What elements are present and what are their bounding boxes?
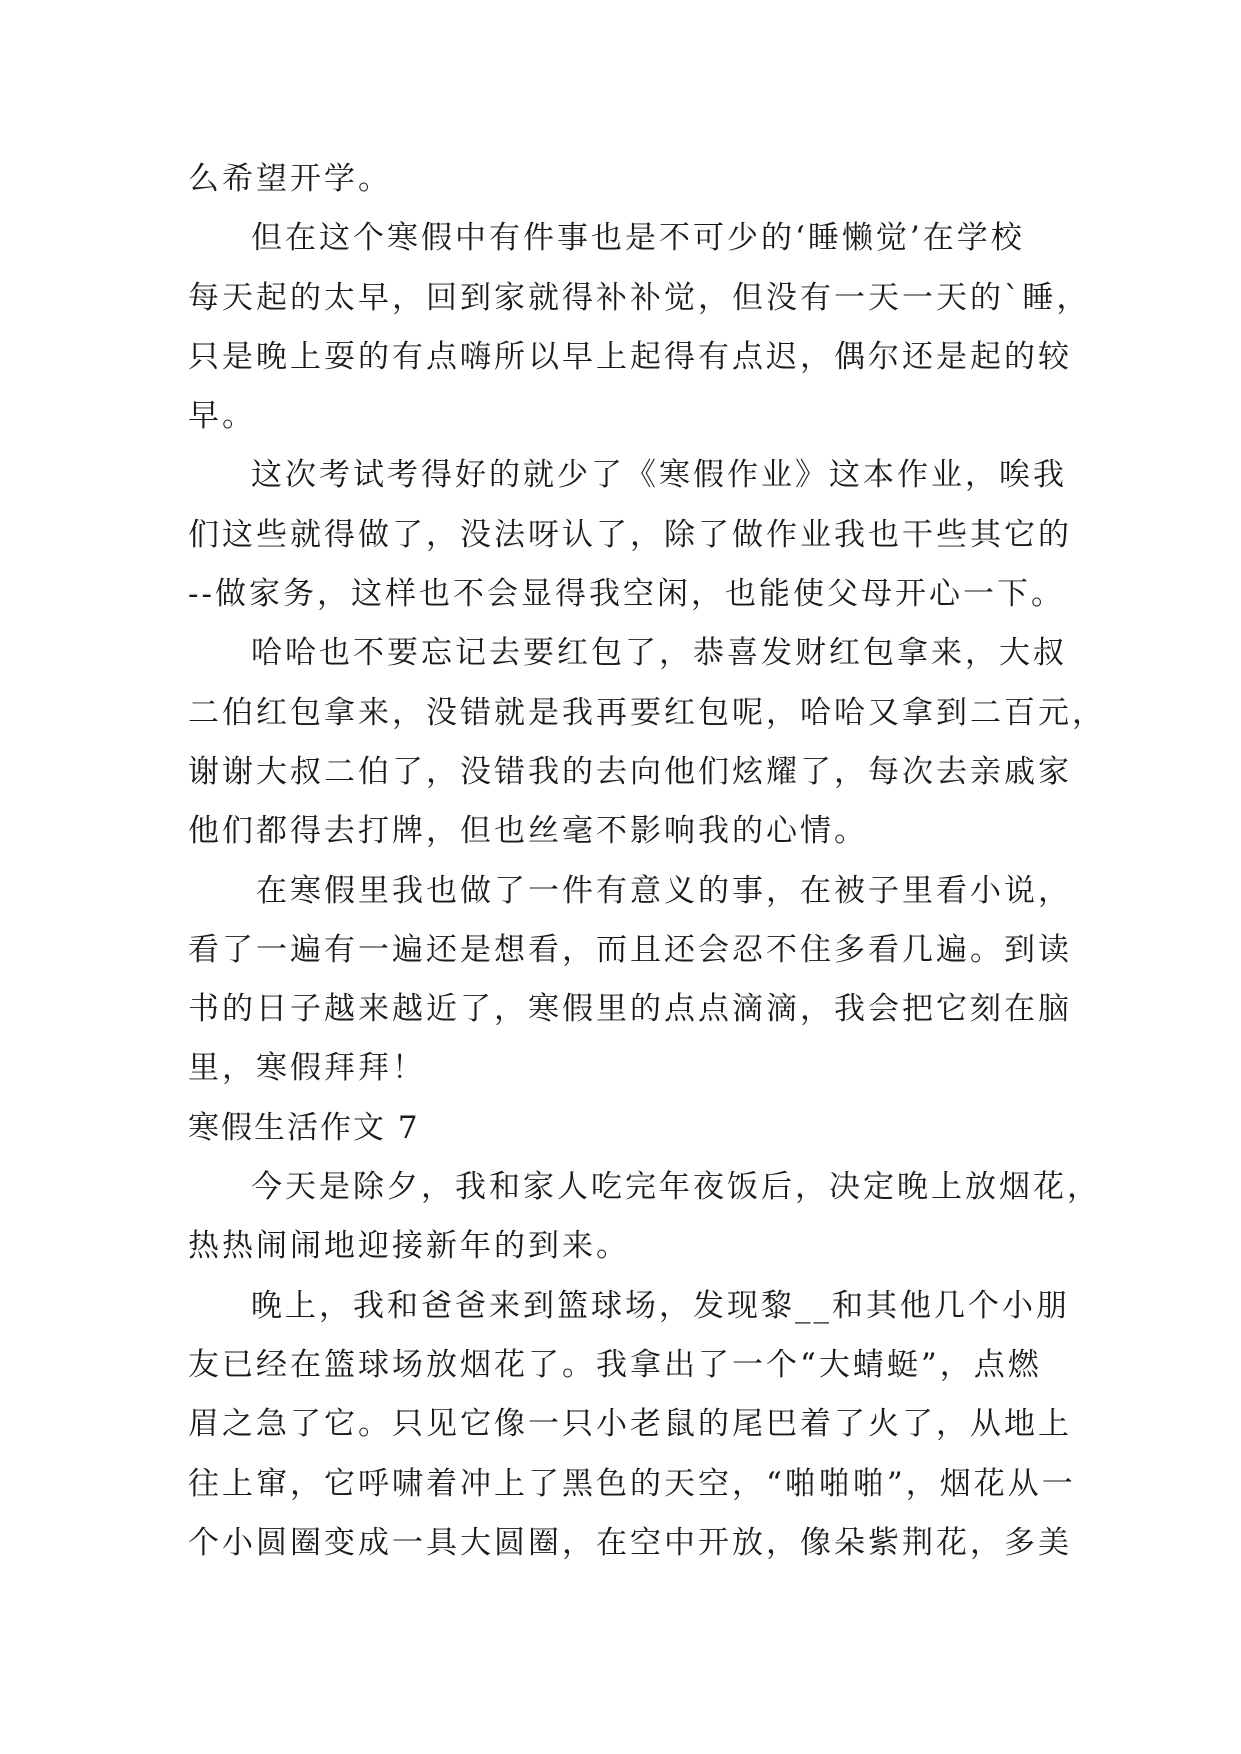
text-line: 们这些就得做了，没法呀认了，除了做作业我也干些其它的 [188,516,1072,553]
text-line: 谢谢大叔二伯了，没错我的去向他们炫耀了，每次去亲戚家 [188,753,1072,790]
paragraph-start-line: 哈哈也不要忘记去要红包了，恭喜发财红包拿来，大叔 [251,635,1067,672]
paragraph-start-line: 但在这个寒假中有件事也是不可少的‘睡懒觉’在学校 [251,220,1025,257]
paragraph-start-line: 这次考试考得好的就少了《寒假作业》这本作业，唉我 [251,457,1067,494]
section-heading: 寒假生活作文 7 [188,1109,420,1146]
paragraph-start-line: 在寒假里我也做了一件有意义的事，在被子里看小说， [256,872,1072,909]
text-line: 书的日子越来越近了，寒假里的点点滴滴，我会把它刻在脑 [188,991,1072,1028]
text-line: 看了一遍有一遍还是想看，而且还会忍不住多看几遍。到读 [188,931,1072,968]
text-line: 只是晚上耍的有点嗨所以早上起得有点迟，偶尔还是起的较 [188,338,1072,375]
text-line: 往上窜，它呼啸着冲上了黑色的天空，“啪啪啪”，烟花从一 [188,1465,1076,1502]
text-line: 么希望开学。 [188,161,392,197]
text-line: 热热闹闹地迎接新年的到来。 [188,1228,630,1265]
document-body [188,150,1106,1573]
text-line: 早。 [188,398,256,435]
text-line: 每天起的太早，回到家就得补补觉，但没有一天一天的`睡， [188,279,1091,316]
text-line: 里，寒假拜拜！ [188,1050,426,1087]
paragraph-start-line: 晚上，我和爸爸来到篮球场，发现黎__和其他几个小朋 [251,1287,1070,1324]
text-line: 个小圆圈变成一具大圆圈，在空中开放，像朵紫荆花，多美 [188,1524,1072,1561]
text-line: 眉之急了它。只见它像一只小老鼠的尾巴着了火了，从地上 [188,1406,1072,1443]
text-line: 他们都得去打牌，但也丝毫不影响我的心情。 [188,813,868,850]
text-line: 二伯红包拿来，没错就是我再要红包呢，哈哈又拿到二百元， [188,694,1106,731]
text-line: --做家务，这样也不会显得我空闲，也能使父母开心一下。 [188,576,1065,613]
paragraph-start-line: 今天是除夕，我和家人吃完年夜饭后，决定晚上放烟花， [251,1169,1101,1206]
text-line: 友已经在篮球场放烟花了。我拿出了一个“大蜻蜓”，点燃 [188,1346,1042,1383]
